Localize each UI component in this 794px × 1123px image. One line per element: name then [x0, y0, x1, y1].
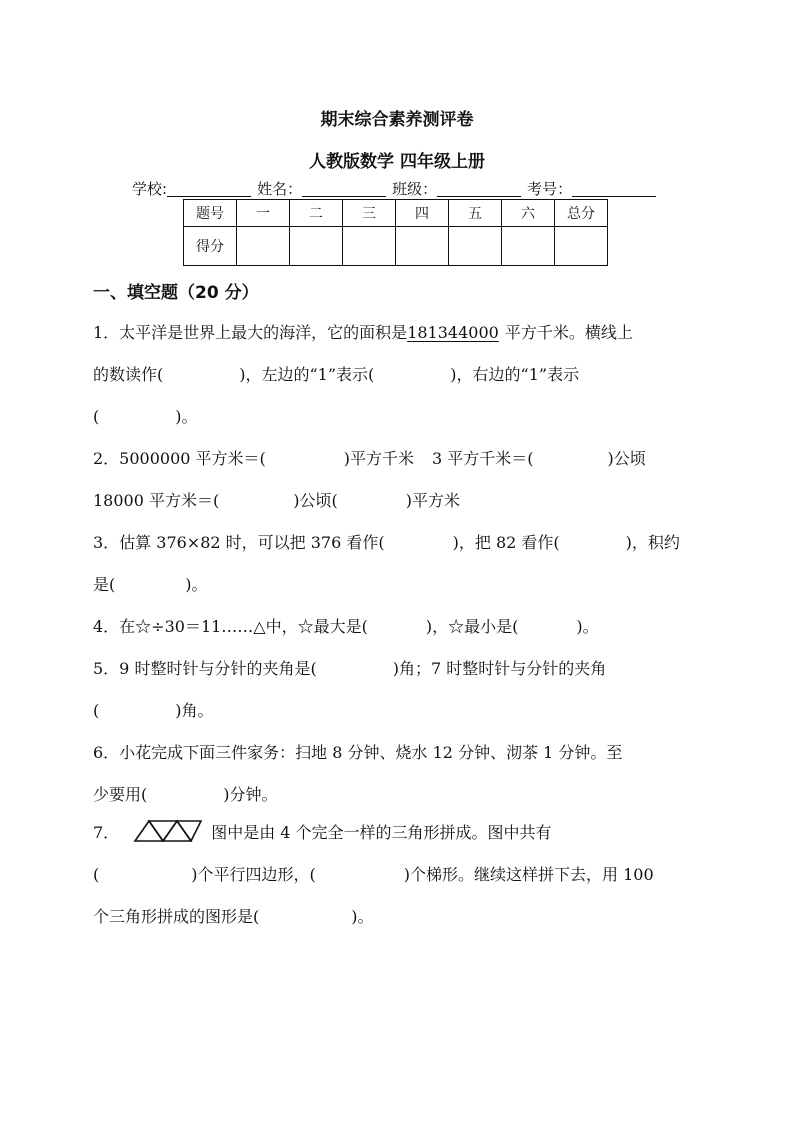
q2-text: )平方米: [405, 491, 460, 510]
q6-text: 少要用(: [93, 785, 148, 804]
score-header-cell: 总分: [555, 200, 608, 227]
q1-line-3: [93, 404, 198, 427]
q4-line-1: [93, 614, 599, 637]
q3-line-1: [93, 530, 680, 553]
score-header-cell: 一: [237, 200, 290, 227]
score-header-cell: 题号: [184, 200, 237, 227]
q1-text: )。: [175, 407, 198, 426]
q5-text: )角。: [175, 701, 214, 720]
q6-text: )分钟。: [223, 785, 278, 804]
exam-title: 期末综合素养测评卷: [320, 110, 474, 130]
score-table-header-row: [184, 200, 608, 227]
class-blank[interactable]: [437, 180, 521, 197]
q5-line-1: [93, 656, 606, 679]
q3-text: )。: [185, 575, 208, 594]
q3-line-2: [93, 572, 208, 595]
q1-text: )，右边的“1”表示: [450, 365, 580, 384]
score-header-cell: 三: [343, 200, 396, 227]
q4-text: )。: [576, 617, 599, 636]
q2-text: )平方千米: [343, 449, 415, 468]
q1-line-1: [93, 320, 633, 343]
score-cell[interactable]: [555, 227, 608, 266]
q1-text: )，左边的“1”表示(: [239, 365, 375, 384]
score-table-score-row: [184, 227, 608, 266]
q3-text: )，把 82 看作(: [452, 533, 560, 552]
q7-line-1: [93, 820, 552, 843]
score-header-cell: 二: [290, 200, 343, 227]
q3-text: )，积约: [625, 533, 680, 552]
q4-text: 4．在☆÷30＝11……△中，☆最大是(: [93, 617, 368, 636]
score-header-cell: 四: [396, 200, 449, 227]
score-cell[interactable]: [343, 227, 396, 266]
q7-text: 图中是由 4 个完全一样的三角形拼成。图中共有: [211, 823, 552, 842]
score-cell[interactable]: [502, 227, 555, 266]
q2-text: )公顷: [607, 449, 646, 468]
q2-text: 2．5000000 平方米＝(: [93, 449, 266, 468]
school-label: 学校:: [132, 180, 168, 198]
q7-line-3: [93, 904, 374, 927]
class-label: 班级：: [392, 180, 438, 198]
triangles-figure-icon: [133, 820, 203, 842]
score-cell[interactable]: [237, 227, 290, 266]
q5-text: )角；7 时整时针与分针的夹角: [392, 659, 607, 678]
score-row-label: 得分: [184, 227, 237, 266]
q7-text: 7．: [93, 823, 120, 842]
q7-text: )。: [351, 907, 374, 926]
q6-line-2: [93, 782, 278, 805]
section-1-title: 一、填空题（20 分）: [93, 283, 259, 303]
q5-text: (: [93, 701, 100, 720]
q2-text: 18000 平方米＝(: [93, 491, 220, 510]
name-blank[interactable]: [302, 180, 386, 197]
q1-text: 1．太平洋是世界上最大的海洋，它的面积是: [93, 323, 408, 342]
q6-text: 6．小花完成下面三件家务：扫地 8 分钟、烧水 12 分钟、沏茶 1 分钟。至: [93, 743, 623, 762]
score-cell[interactable]: [290, 227, 343, 266]
q7-text: )个梯形。继续这样拼下去，用 100: [403, 865, 654, 884]
q2-line-2: [93, 488, 460, 511]
exam-subtitle: 人教版数学 四年级上册: [309, 152, 485, 172]
q6-line-1: [93, 740, 622, 763]
q7-text: 个三角形拼成的图形是(: [93, 907, 260, 926]
q2-line-1: [93, 446, 646, 469]
school-blank[interactable]: [167, 180, 251, 197]
q5-line-2: [93, 698, 214, 721]
q1-underlined-number: 181344000: [407, 323, 499, 342]
q3-text: 3．估算 376×82 时，可以把 376 看作(: [93, 533, 385, 552]
q1-text: (: [93, 407, 100, 426]
q1-line-2: [93, 362, 579, 385]
q2-text: 3 平方千米＝(: [432, 449, 534, 468]
q1-text: 平方千米。横线上: [504, 323, 633, 342]
score-header-cell: 五: [449, 200, 502, 227]
score-cell[interactable]: [396, 227, 449, 266]
name-label: 姓名：: [257, 180, 303, 198]
q1-text: 的数读作(: [93, 365, 164, 384]
score-header-cell: 六: [502, 200, 555, 227]
score-table: [183, 199, 608, 266]
student-info-line: [132, 178, 672, 199]
score-cell[interactable]: [449, 227, 502, 266]
q3-text: 是(: [93, 575, 116, 594]
q4-text: )，☆最小是(: [425, 617, 519, 636]
q2-text: )公顷(: [293, 491, 338, 510]
q7-text: (: [93, 865, 100, 884]
exam-no-label: 考号：: [527, 180, 573, 198]
exam-no-blank[interactable]: [572, 180, 656, 197]
q7-line-2: [93, 862, 654, 885]
q5-text: 5．9 时整时针与分针的夹角是(: [93, 659, 317, 678]
q7-text: )个平行四边形，(: [191, 865, 316, 884]
